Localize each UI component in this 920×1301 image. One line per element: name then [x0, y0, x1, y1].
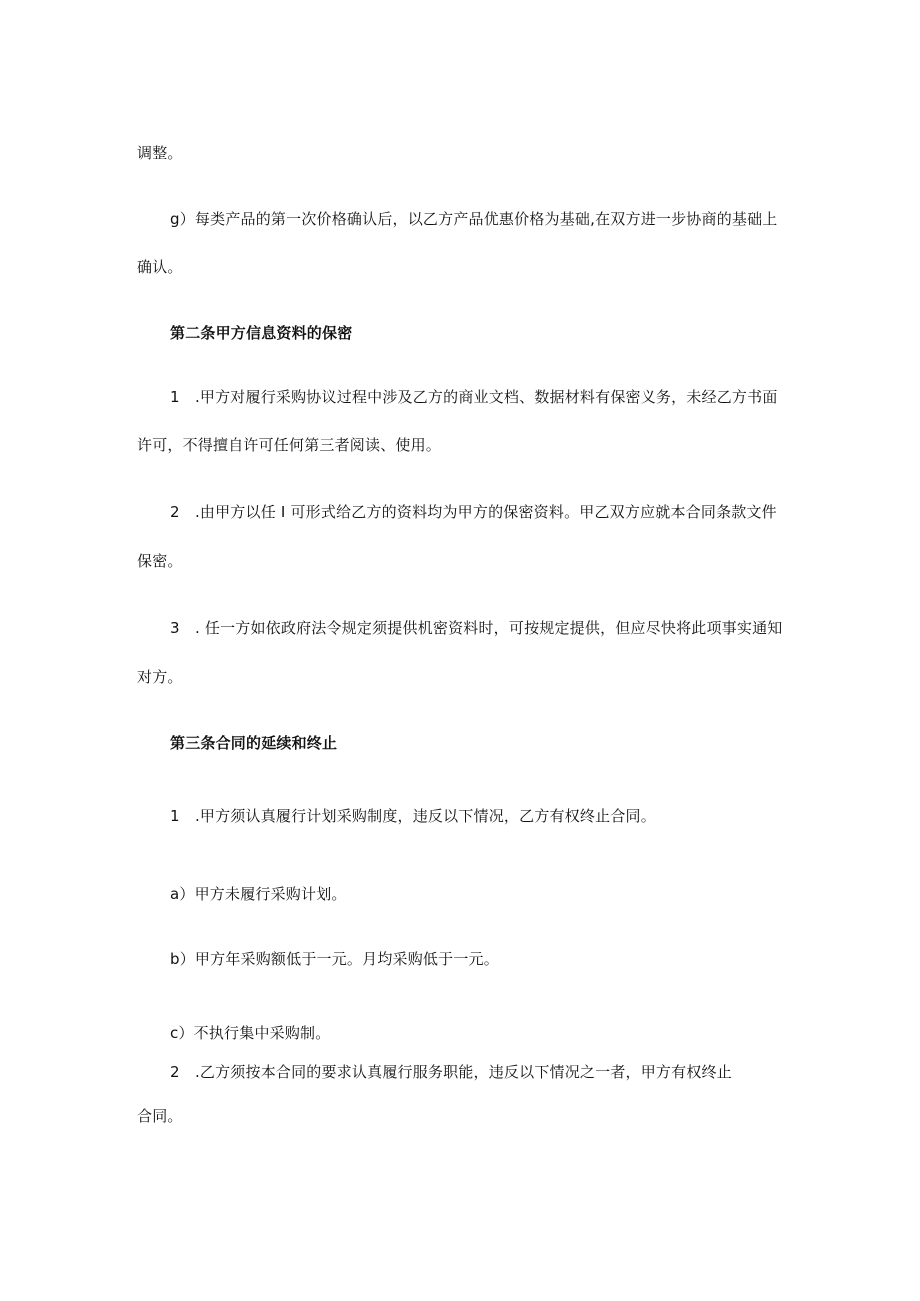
- text-line: c）不执行集中采购制。: [170, 1024, 331, 1042]
- text-line: 1 .甲方须认真履行计划采购制度，违反以下情况，乙方有权终止合同。: [170, 807, 656, 825]
- section-heading: 第二条甲方信息资料的保密: [170, 324, 353, 342]
- text-line: a）甲方未履行采购计划。: [170, 885, 347, 903]
- text-line: 2 .乙方须按本合同的要求认真履行服务职能，违反以下情况之一者，甲方有权终止: [170, 1063, 732, 1081]
- text-line: 2 .由甲方以任 I 可形式给乙方的资料均为甲方的保密资料。甲乙双方应就本合同条款文件: [170, 503, 777, 521]
- text-line: 许可，不得擅自许可任何第三者阅读、使用。: [137, 436, 442, 454]
- text-line: 3 . 任一方如依政府法令规定须提供机密资料时，可按规定提供，但应尽快将此项事实通知: [170, 619, 783, 637]
- text-line: 保密。: [137, 552, 183, 570]
- text-line: 确认。: [137, 258, 183, 276]
- text-line: 合同。: [137, 1107, 183, 1125]
- text-line: 1 .甲方对履行采购协议过程中涉及乙方的商业文档、数据材料有保密义务，未经乙方书面: [170, 388, 778, 406]
- text-line: b）甲方年采购额低于一元。月均采购低于一元。: [170, 950, 499, 968]
- text-line: 调整。: [137, 144, 183, 162]
- text-line: g）每类产品的第一次价格确认后，以乙方产品优惠价格为基础,在双方进一步协商的基础上: [170, 210, 778, 228]
- text-line: 对方。: [137, 668, 183, 686]
- section-heading: 第三条合同的延续和终止: [170, 734, 338, 752]
